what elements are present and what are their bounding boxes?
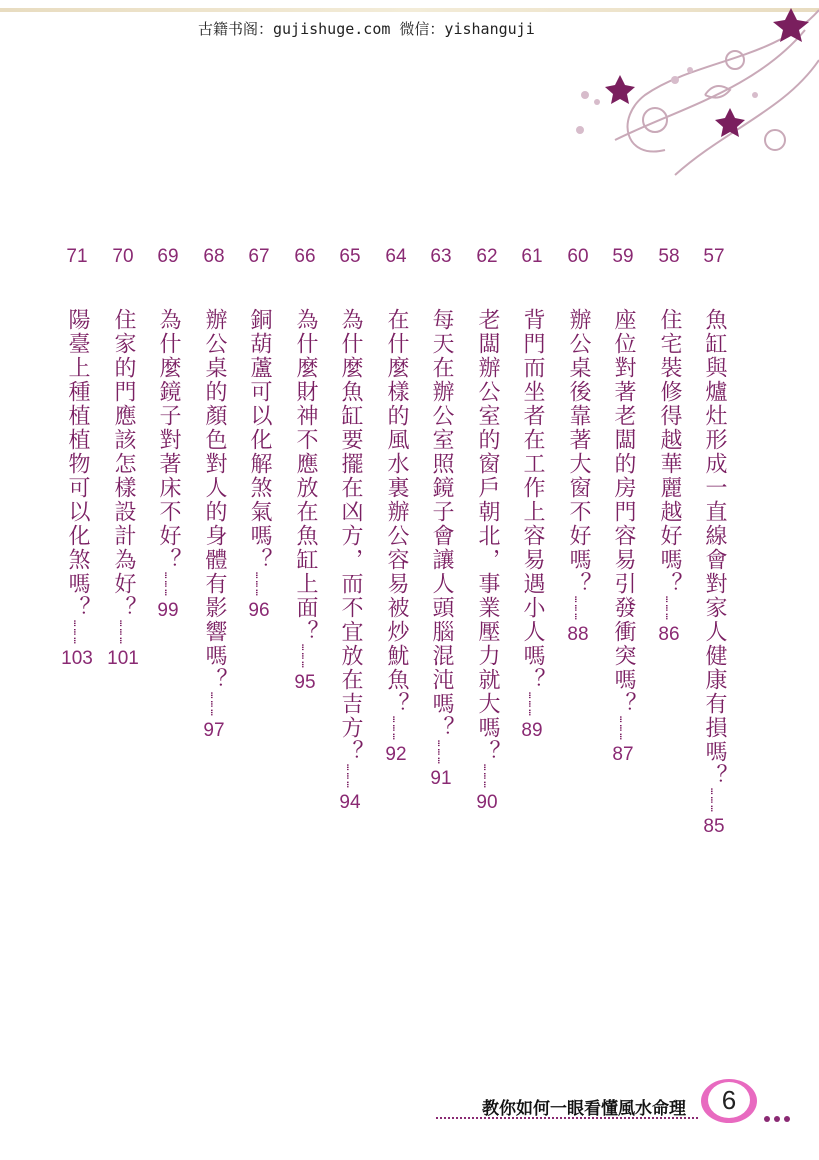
toc-entry-title: 座位對著老闆的房門容易引發衝突嗎？ [611,308,636,716]
toc-entry-leader: ……… [390,716,403,742]
toc-entry-leader: ……… [435,740,448,766]
page-number-badge [701,1079,757,1123]
toc-entry-title: 住宅裝修得越華麗越好嗎？ [657,308,682,596]
toc-entry-leader: ……… [617,716,630,742]
toc-entry-page: 103 [61,647,93,669]
toc-entry [332,244,368,814]
toc-entry [560,244,596,646]
toc-entry [514,244,550,742]
toc-entry-title: 辦公桌後靠著大窗不好嗎？ [566,308,591,596]
toc-entry-number: 63 [430,246,452,267]
toc-entry-number: 68 [203,246,225,267]
decorative-dot [764,1116,770,1122]
toc-entry [378,244,414,766]
toc-entry-page: 86 [658,623,680,645]
toc-entry-number: 64 [385,246,407,267]
toc-entry-leader: ……… [344,764,357,790]
page-number: 6 [708,1082,750,1118]
toc-entry-leader: ……… [663,596,676,622]
toc-entry-leader: ……… [253,572,266,598]
toc-entry [150,244,186,622]
toc-entry-leader: ……… [572,596,585,622]
toc-entry-number: 66 [294,246,316,267]
toc-entry [696,244,732,838]
decorative-dot [784,1116,790,1122]
toc-entry-page: 88 [567,623,589,645]
toc-entry-page: 96 [248,599,270,621]
toc-entry [59,244,95,670]
toc-entry-number: 67 [248,246,270,267]
toc-entry-title: 老闆辦公室的窗戶朝北，事業壓力就大嗎？ [475,308,500,764]
toc-entry-number: 59 [612,246,634,267]
toc-entry-number: 69 [157,246,179,267]
toc-entry-page: 89 [521,719,543,741]
watermark-text: 古籍书阁：gujishuge.com 微信：yishanguji [198,20,535,38]
toc-entry-number: 58 [658,246,680,267]
toc-entry-title: 為什麼財神不應放在魚缸上面？ [293,308,318,644]
toc-entry [196,244,232,742]
toc-entry [241,244,277,622]
toc-entry-leader: ……… [526,692,539,718]
toc-entry-leader: ……… [208,692,221,718]
book-title: 教你如何一眼看懂風水命理 [482,1099,686,1119]
toc-entry-title: 魚缸與爐灶形成一直線會對家人健康有損嗎？ [702,308,727,788]
floral-ornament [555,0,819,185]
toc-entry-leader: ……… [162,572,175,598]
footer-dotted-rule [436,1117,698,1119]
toc-entry-page: 87 [612,743,634,765]
decorative-dot [774,1116,780,1122]
toc-entry [651,244,687,646]
toc-entry [287,244,323,694]
toc-entry-page: 101 [107,647,139,669]
toc-entry-title: 陽臺上種植植物可以化煞嗎？ [65,308,90,620]
toc-entry-page: 91 [430,767,452,789]
toc-entry-page: 95 [294,671,316,693]
toc-entry-title: 銅葫蘆可以化解煞氣嗎？ [247,308,272,572]
toc-entry-page: 85 [703,815,725,837]
toc-entry-number: 70 [112,246,134,267]
toc-entry-page: 92 [385,743,407,765]
toc-entry [423,244,459,790]
toc-entry-title: 背門而坐者在工作上容易遇小人嗎？ [520,308,545,692]
toc-entry-title: 為什麼鏡子對著床不好？ [156,308,181,572]
toc-entry-number: 65 [339,246,361,267]
toc-entry-leader: ……… [481,764,494,790]
toc-entry-leader: ……… [299,644,312,670]
toc-entry [605,244,641,766]
toc-entry-title: 住家的門應該怎樣設計為好？ [111,308,136,620]
toc-entry [469,244,505,814]
toc-entry-title: 每天在辦公室照鏡子會讓人頭腦混沌嗎？ [429,308,454,740]
toc-entry-page: 99 [157,599,179,621]
toc-entry-number: 62 [476,246,498,267]
toc-entry-leader: ……… [117,620,130,646]
toc-entry-number: 60 [567,246,589,267]
toc-entry-title: 為什麼魚缸要擺在凶方，而不宜放在吉方？ [338,308,363,764]
toc-entry-page: 94 [339,791,361,813]
toc-entry-number: 57 [703,246,725,267]
toc-entry-leader: ……… [708,788,721,814]
toc-entry-title: 在什麼樣的風水裏辦公容易被炒魷魚？ [384,308,409,716]
toc-entry-title: 辦公桌的顏色對人的身體有影響嗎？ [202,308,227,692]
toc-entry-page: 90 [476,791,498,813]
toc-entry [105,244,141,670]
toc-entry-page: 97 [203,719,225,741]
toc-entry-leader: ……… [71,620,84,646]
toc-entry-number: 61 [521,246,543,267]
toc-entry-number: 71 [66,246,88,267]
